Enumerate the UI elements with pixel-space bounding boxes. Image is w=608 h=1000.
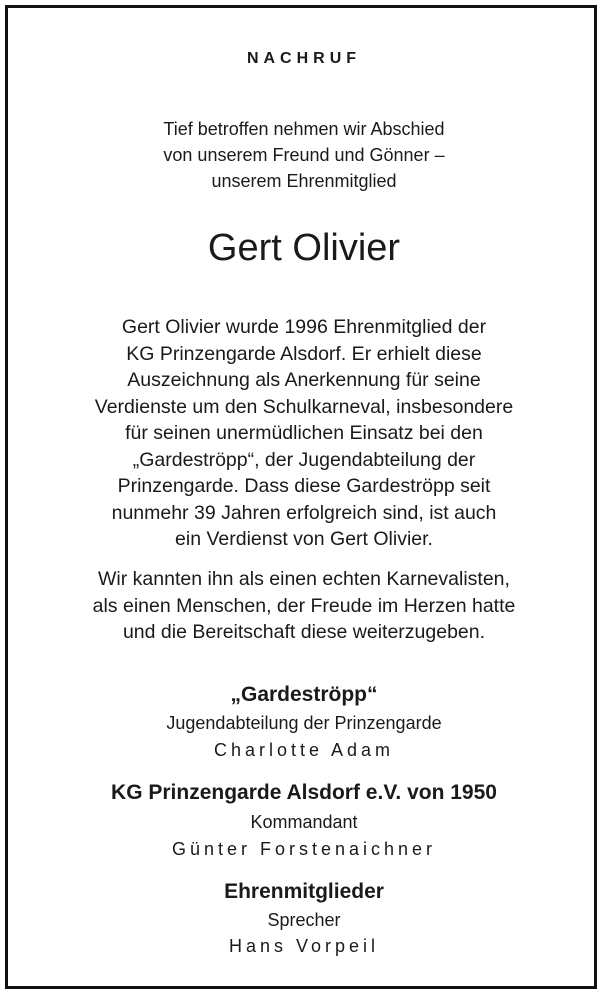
paragraph-line: nunmehr 39 Jahren erfolgreich sind, ist auch	[111, 501, 497, 524]
intro-line: unserem Ehrenmitglied	[211, 171, 397, 191]
signatory-subtitle-ehrenmitglieder: Sprecher	[267, 910, 341, 930]
intro-text	[0, 116, 608, 194]
signatory-subtitle-gardestroepp: Jugendabteilung der Prinzengarde	[166, 713, 442, 733]
signatory-subtitle-prinzengarde: Kommandant	[250, 812, 358, 832]
signatory-person-ehrenmitglieder: Hans Vorpeil	[228, 936, 380, 956]
paragraph-line: als einen Menschen, der Freude im Herzen hatte	[92, 594, 516, 617]
paragraph-line: KG Prinzengarde Alsdorf. Er erhielt diese	[126, 342, 482, 365]
paragraph-line: Gert Olivier wurde 1996 Ehrenmitglied der	[121, 316, 487, 338]
paragraph-line: Prinzengarde. Dass diese Gardeströpp seit	[117, 475, 491, 497]
paragraph-line: Auszeichnung als Anerkennung für seine	[127, 369, 481, 391]
notice-heading: NACHRUF	[246, 50, 362, 67]
signatory-person-prinzengarde: Günter Forstenaichner	[171, 839, 437, 859]
signatory-title-ehrenmitglieder: Ehrenmitglieder	[224, 880, 384, 903]
paragraph-line: ein Verdienst von Gert Olivier.	[175, 528, 433, 550]
paragraph-line: „Gardeströpp“, der Jugendabteilung der	[132, 448, 476, 471]
signatory-title-prinzengarde: KG Prinzengarde Alsdorf e.V. von 1950	[111, 781, 497, 804]
paragraph-line: Verdienste um den Schulkarneval, insbesondere	[94, 395, 514, 418]
signatory-person-gardestroepp: Charlotte Adam	[213, 740, 395, 760]
deceased-name: Gert Olivier	[207, 227, 401, 269]
tribute-paragraph-1	[0, 314, 608, 553]
intro-line: von unserem Freund und Gönner –	[163, 145, 445, 165]
tribute-paragraph-2	[0, 566, 608, 646]
paragraph-line: Wir kannten ihn als einen echten Karnevalisten,	[98, 568, 510, 590]
signatory-title-gardestroepp: „Gardeströpp“	[230, 683, 378, 706]
intro-line: Tief betroffen nehmen wir Abschied	[163, 119, 445, 139]
paragraph-line: und die Bereitschaft diese weiterzugeben.	[122, 621, 486, 643]
paragraph-line: für seinen unermüdlichen Einsatz bei den	[125, 422, 483, 444]
